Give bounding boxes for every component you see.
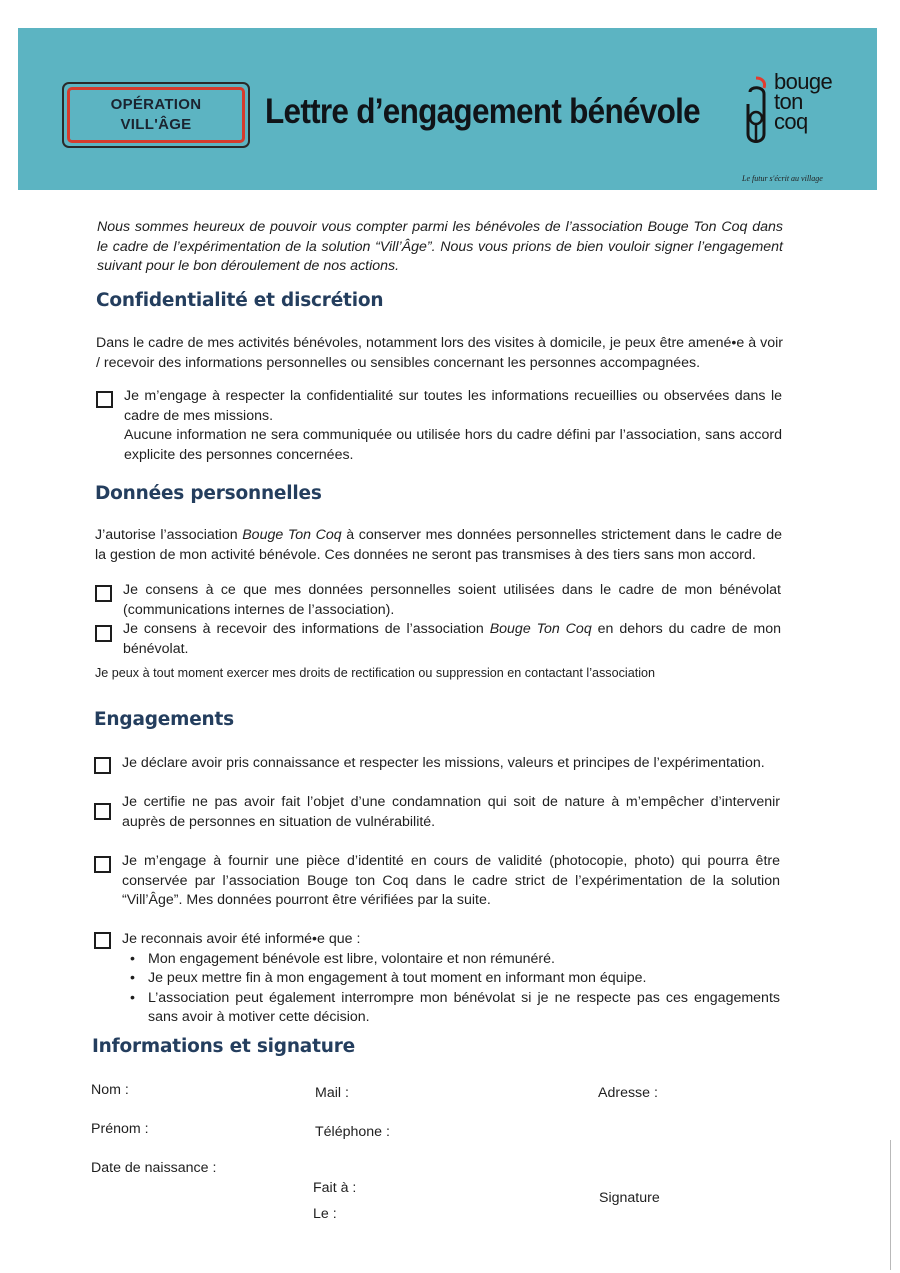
engagement-item-4-intro: Je reconnais avoir été informé•e que : xyxy=(122,931,361,947)
section-heading-confidentialite: Confidentialité et discrétion xyxy=(96,290,384,311)
engagement-item-4 xyxy=(122,930,780,1028)
bouge-ton-coq-logo xyxy=(738,69,858,183)
engagement-item-3: Je m’engage à fournir une pièce d’identité en cours de validité (photocopie, photo) qui pourra être conservée par l’association Bouge ton Coq dans le cadre strict de l’expérimentation de la solution “Vill’Âge”. Mes données pourront être vérifiées par la suite. xyxy=(122,853,780,909)
checkbox-confidentialite[interactable] xyxy=(96,391,113,408)
intro-paragraph: Nous sommes heureux de pouvoir vous compter parmi les bénévoles de l’association Bouge Ton Coq dans le cadre de l’expérimentation de la solution “Vill’Âge”. Nous vous prions de bien vouloir signer l’engagement suivant pour le bon déroulement de nos actions. xyxy=(97,219,783,275)
confidentialite-commitment-line2: Aucune information ne sera communiquée ou utilisée hors du cadre défini par l’association, sans accord explicite des personnes concernées. xyxy=(124,427,782,463)
donnees-consent-2-org: Bouge Ton Coq xyxy=(489,621,592,637)
field-label-le: Le : xyxy=(313,1206,337,1222)
page-edge xyxy=(890,1140,891,1270)
donnees-para-org: Bouge Ton Coq xyxy=(242,527,342,543)
donnees-consent-2-before: Je consens à recevoir des informations de l’association xyxy=(123,621,490,637)
donnees-consent-2-after: en dehors du cadre de mon bénévolat. xyxy=(123,621,781,657)
donnees-para-after: à conserver mes données personnelles strictement dans le cadre de la gestion de mon activité bénévole. Ces données ne seront pas transmises à des tiers sans mon accord. xyxy=(95,527,782,563)
checkbox-engagement-1[interactable] xyxy=(94,757,111,774)
operation-badge-inner xyxy=(67,87,245,143)
checkbox-engagement-2[interactable] xyxy=(94,803,111,820)
field-label-prenom: Prénom : xyxy=(91,1121,149,1137)
field-label-date-naissance: Date de naissance : xyxy=(91,1160,217,1176)
donnees-paragraph xyxy=(95,526,782,565)
checkbox-donnees-info[interactable] xyxy=(95,625,112,642)
logo-tagline: Le futur s'écrit au village xyxy=(742,174,823,183)
page-title: Lettre d’engagement bénévole xyxy=(265,92,700,131)
engagement-bullet-2: • Je peux mettre fin à mon engagement à tout moment en informant mon équipe. xyxy=(126,969,780,989)
checkbox-donnees-usage[interactable] xyxy=(95,585,112,602)
rooster-logo-icon xyxy=(742,74,772,154)
checkbox-engagement-4[interactable] xyxy=(94,932,111,949)
section-heading-engagements: Engagements xyxy=(94,709,234,730)
badge-line-2: VILL'ÂGE xyxy=(120,116,192,133)
confidentialite-paragraph: Dans le cadre de mes activités bénévoles, notamment lors des visites à domicile, je peux être amené•e à voir / recevoir des informations personnelles ou sensibles concernant les personnes accompagnées. xyxy=(96,335,783,371)
engagement-bullet-list xyxy=(126,950,780,1028)
field-label-fait-a: Fait à : xyxy=(313,1180,357,1196)
field-label-nom: Nom : xyxy=(91,1082,129,1098)
rights-note: Je peux à tout moment exercer mes droits de rectification ou suppression en contactant l’association xyxy=(95,666,656,680)
section-heading-donnees: Données personnelles xyxy=(95,483,322,504)
field-label-telephone: Téléphone : xyxy=(315,1124,390,1140)
engagement-item-1: Je déclare avoir pris connaissance et respecter les missions, valeurs et principes de l’expérimentation. xyxy=(122,755,765,771)
donnees-consent-1: Je consens à ce que mes données personnelles soient utilisées dans le cadre de mon bénévolat (communications internes de l’association). xyxy=(123,582,781,618)
engagement-bullet-3: • L’association peut également interrompre mon bénévolat si je ne respecte pas ces engagements sans avoir à motiver cette décision. xyxy=(126,989,780,1028)
field-label-adresse: Adresse : xyxy=(598,1085,658,1101)
checkbox-engagement-3[interactable] xyxy=(94,856,111,873)
engagement-bullet-1: • Mon engagement bénévole est libre, volontaire et non rémunéré. xyxy=(126,950,780,970)
confidentialite-commitment xyxy=(124,387,782,465)
confidentialite-commitment-line1: Je m’engage à respecter la confidentialité sur toutes les informations recueillies ou observées dans le cadre de mes missions. xyxy=(124,388,782,424)
field-label-mail: Mail : xyxy=(315,1085,349,1101)
field-label-signature: Signature xyxy=(599,1190,660,1206)
section-heading-signature: Informations et signature xyxy=(92,1036,355,1057)
donnees-para-before: J’autorise l’association xyxy=(95,527,243,543)
donnees-consent-2 xyxy=(123,620,781,659)
logo-word-bouge: bouge xyxy=(774,69,833,94)
badge-line-1: OPÉRATION xyxy=(110,96,202,113)
header-banner xyxy=(18,28,877,190)
logo-word-ton: ton xyxy=(774,89,803,114)
logo-word-coq: coq xyxy=(774,109,808,134)
operation-badge xyxy=(62,82,250,148)
engagement-item-2: Je certifie ne pas avoir fait l’objet d’une condamnation qui soit de nature à m’empêcher d’intervenir auprès de personnes en situation de vulnérabilité. xyxy=(122,794,780,830)
